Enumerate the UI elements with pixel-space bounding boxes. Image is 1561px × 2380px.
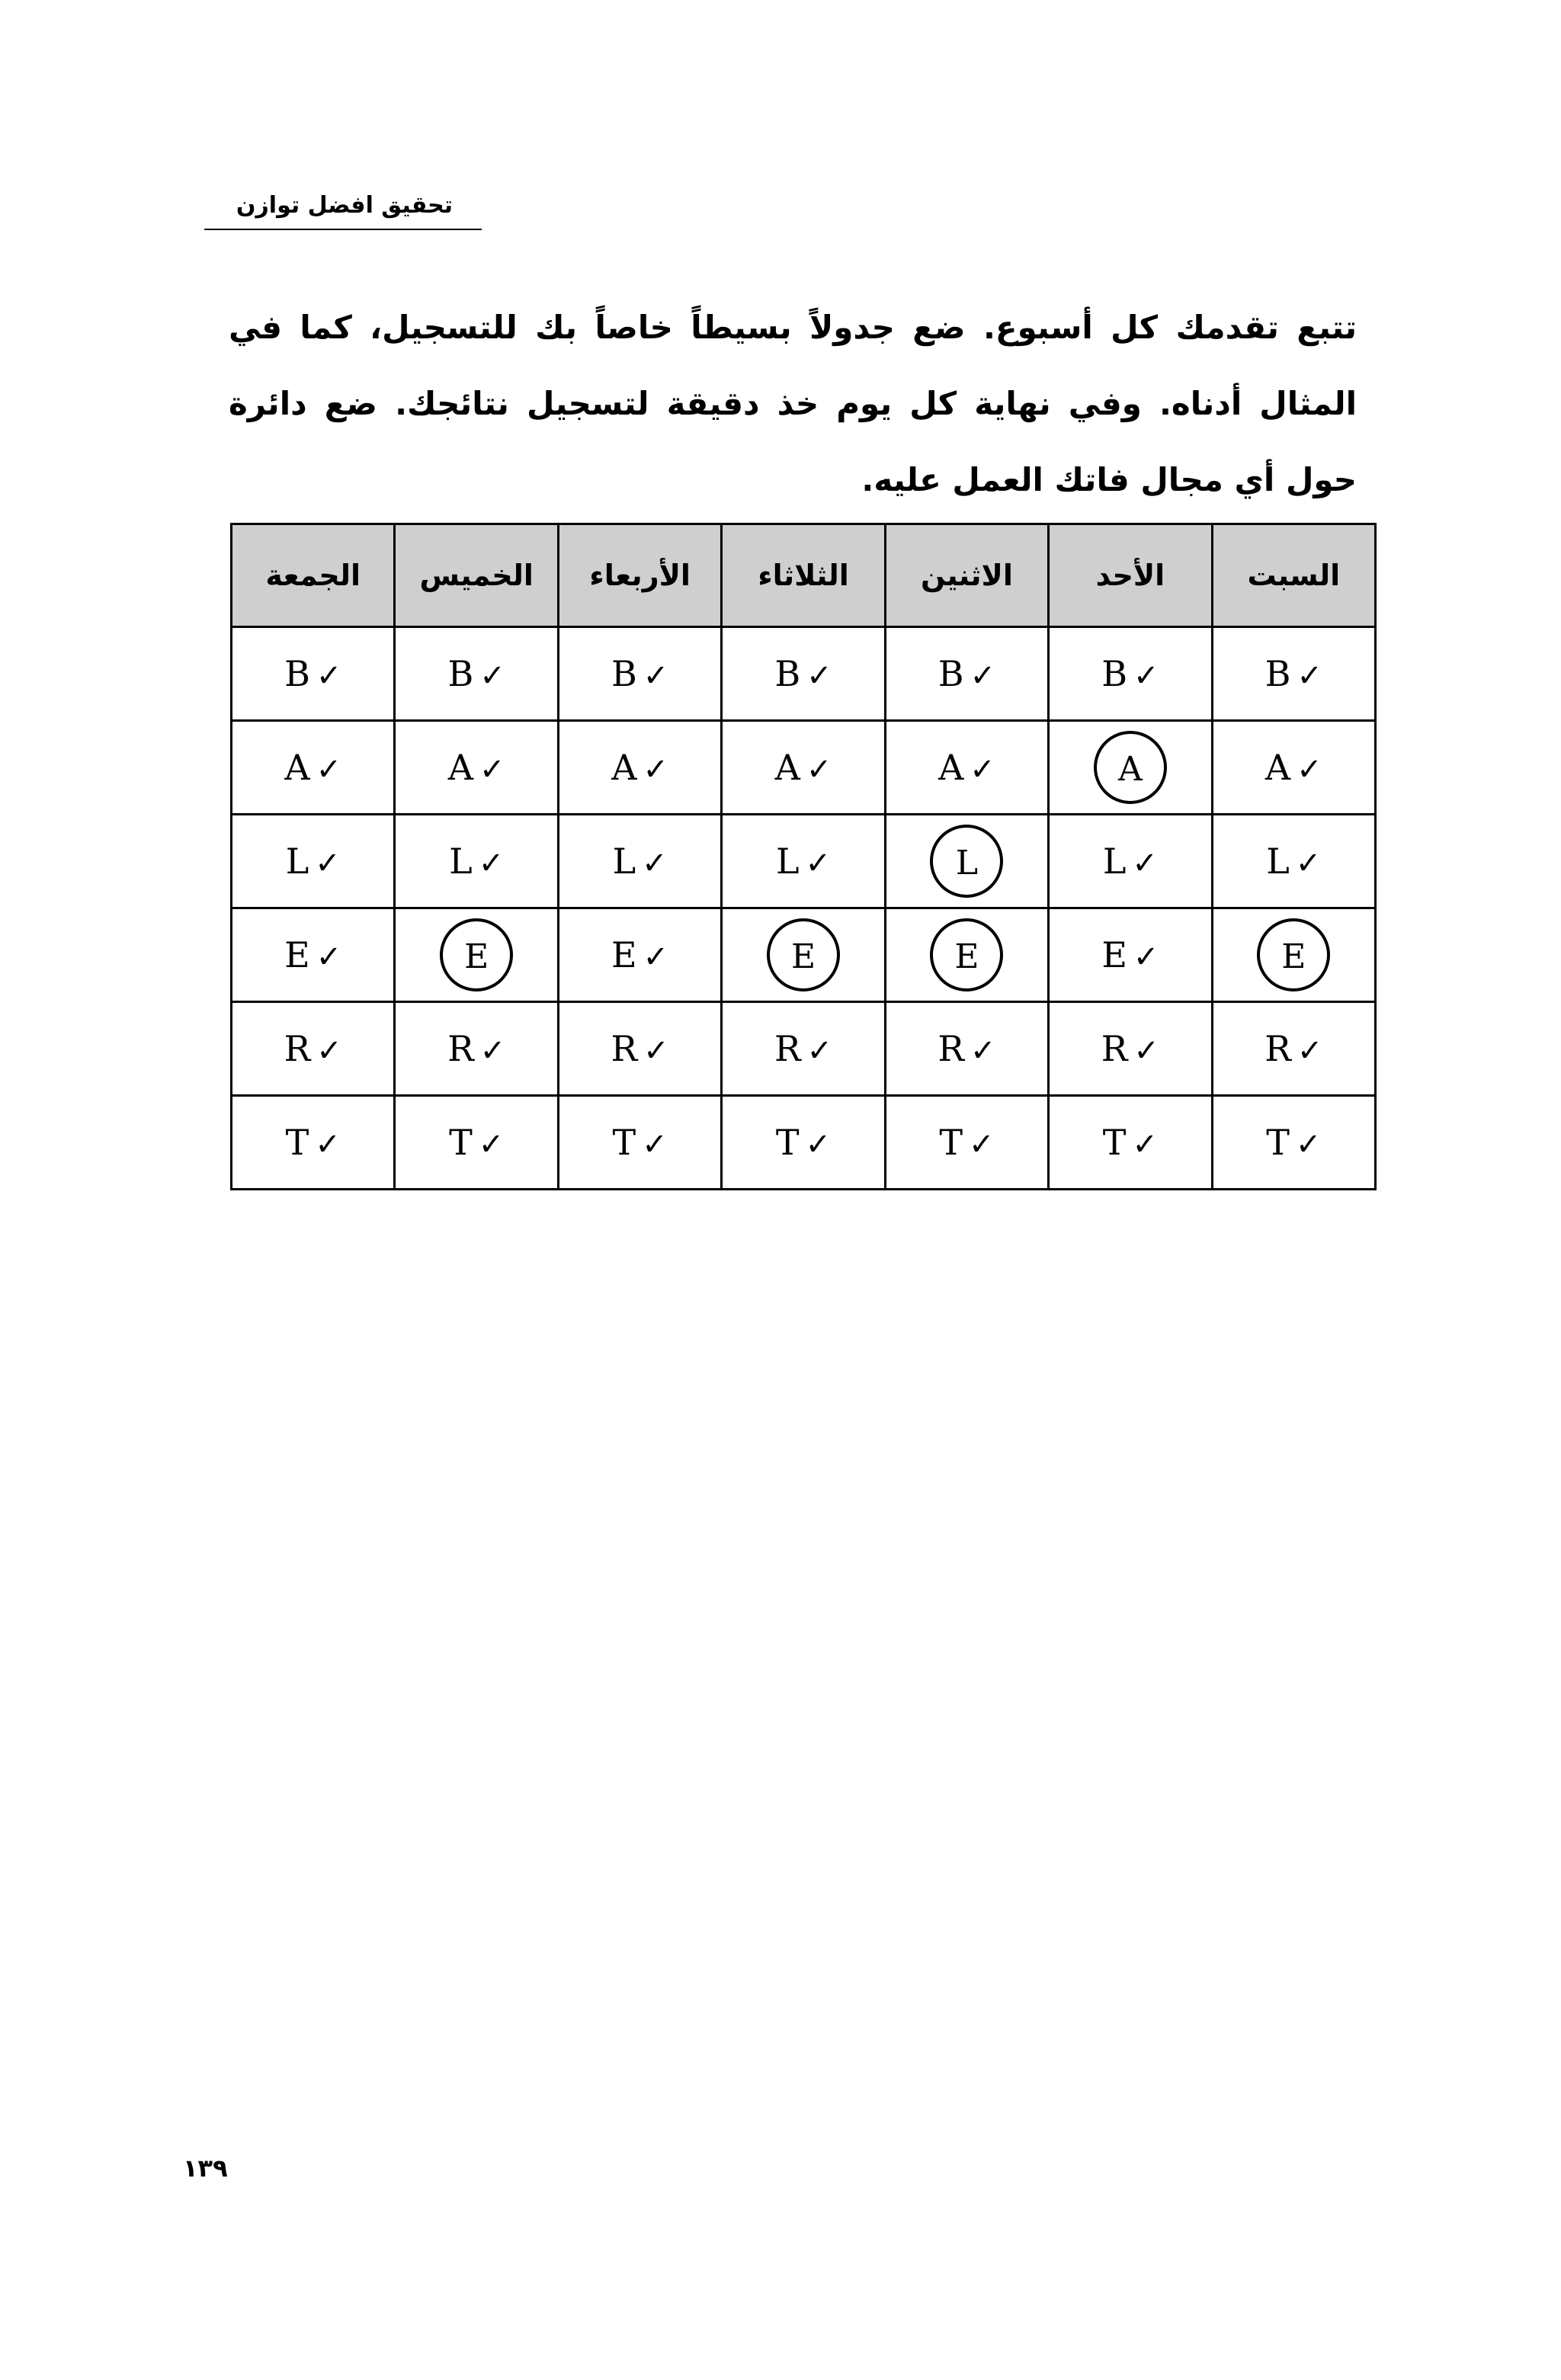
cell-letter: L [285,841,309,882]
checkmark-icon: ✓ [1133,940,1159,975]
checked-letter [1101,934,1159,975]
checked-letter [449,841,504,882]
checkmark-icon: ✓ [316,658,342,693]
table-cell [232,627,395,721]
table-cell [232,1002,395,1096]
table-cell [395,908,558,1002]
table-row [232,1096,1376,1190]
checked-letter [448,747,505,788]
cell-letter: B [447,653,474,694]
cell-letter: R [284,1028,311,1069]
table-cell [1212,815,1375,908]
circled-letter: E [1257,918,1330,991]
cell-letter: T [449,1122,473,1163]
checked-letter [1265,653,1322,694]
table-cell [1049,908,1212,1002]
checkmark-icon: ✓ [478,846,505,881]
cell-letter: R [447,1028,474,1069]
cell-letter: B [1101,653,1128,694]
checkmark-icon: ✓ [805,1127,832,1162]
checked-letter [284,934,341,975]
checkmark-icon: ✓ [643,752,668,787]
checked-letter [611,1028,669,1069]
checked-letter [449,1122,504,1163]
cell-letter: L [612,841,636,882]
checked-letter [284,653,341,694]
cell-letter: B [284,653,310,694]
checked-letter [1266,1122,1321,1163]
checked-letter [776,1122,831,1163]
checked-letter [1103,841,1158,882]
table-cell [558,908,721,1002]
checkmark-icon: ✓ [479,1033,506,1068]
cell-letter: A [284,747,310,788]
table-cell [722,627,885,721]
table-cell [1212,721,1375,815]
table-cell [558,815,721,908]
cell-letter: T [612,1122,636,1163]
table-cell [1049,815,1212,908]
cell-letter: T [939,1122,963,1163]
cell-letter: A [774,747,800,788]
checkmark-icon: ✓ [806,658,832,693]
circled-letter: A [1094,731,1167,804]
checked-letter [611,934,668,975]
day-header: الأربعاء [558,524,721,627]
checkmark-icon: ✓ [1297,752,1322,787]
checked-letter [284,1028,342,1069]
day-header: الجمعة [232,524,395,627]
table-row [232,721,1376,815]
table-cell [722,908,885,1002]
table-cell [1049,1002,1212,1096]
checkmark-icon: ✓ [479,658,505,693]
day-header: الاثنين [885,524,1048,627]
checked-letter [775,747,832,788]
tracking-table [230,523,1377,1190]
checkmark-icon: ✓ [805,846,832,881]
table-cell [885,908,1048,1002]
checked-letter [938,653,995,694]
checked-letter [1101,1028,1159,1069]
day-header: الثلاثاء [722,524,885,627]
cell-letter: A [1265,747,1291,788]
checked-letter [938,747,995,788]
checked-letter [611,653,668,694]
table-cell [395,627,558,721]
checkmark-icon: ✓ [806,752,832,787]
checkmark-icon: ✓ [642,1127,668,1162]
table-cell [232,721,395,815]
checkmark-icon: ✓ [970,658,996,693]
cell-letter: T [1102,1122,1127,1163]
table-row [232,908,1376,1002]
cell-letter: L [1266,841,1290,882]
cell-letter: E [284,934,310,975]
header-rule [204,229,482,230]
table-cell [558,1096,721,1190]
checked-letter [774,1028,832,1069]
checkmark-icon: ✓ [315,846,341,881]
cell-letter: R [1101,1028,1128,1069]
checkmark-icon: ✓ [315,1127,341,1162]
cell-letter: B [774,653,801,694]
circled-letter: E [930,918,1003,991]
checked-letter [939,1122,994,1163]
checkmark-icon: ✓ [1295,846,1322,881]
checkmark-icon: ✓ [806,1033,833,1068]
checkmark-icon: ✓ [1297,658,1322,693]
circled-letter: E [767,918,840,991]
checked-letter [776,841,831,882]
table-cell [722,815,885,908]
table-cell [395,721,558,815]
checkmark-icon: ✓ [1297,1033,1323,1068]
table-cell [558,721,721,815]
table-row [232,1002,1376,1096]
checked-letter [938,1028,995,1069]
tracking-table-body [232,627,1376,1190]
checkmark-icon: ✓ [969,1127,995,1162]
checkmark-icon: ✓ [316,752,342,787]
day-header: الأحد [1049,524,1212,627]
checkmark-icon: ✓ [478,1127,505,1162]
table-cell [885,721,1048,815]
table-cell [395,1002,558,1096]
table-cell [1049,627,1212,721]
table-cell [232,1096,395,1190]
checkmark-icon: ✓ [1132,846,1158,881]
intro-paragraph: تتبع تقدمك كل أسبوع. ضع جدولاً بسيطاً خاصاً بك للتسجيل، كما في المثال أدناه. وفي نهاية كل يوم خذ دقيقة لتسجيل نتائجك. ضع دائرة حول أي مجال فاتك العمل عليه. [229,309,1357,498]
circled-letter: E [440,918,513,991]
table-cell [558,627,721,721]
cell-letter: R [938,1028,964,1069]
checked-letter [1103,1122,1158,1163]
cell-letter: E [611,934,637,975]
table-cell [232,815,395,908]
checkmark-icon: ✓ [643,940,669,975]
cell-letter: R [611,1028,638,1069]
page-number: ١٣٩ [183,2154,228,2183]
cell-letter: R [774,1028,801,1069]
table-row [232,815,1376,908]
table-cell [885,1002,1048,1096]
table-cell [558,1002,721,1096]
checked-letter [448,653,505,694]
cell-letter: T [1266,1122,1290,1163]
checkmark-icon: ✓ [970,752,995,787]
table-cell [885,1096,1048,1190]
checked-letter [613,841,668,882]
checkmark-icon: ✓ [1133,658,1159,693]
checked-letter [774,653,832,694]
circled-letter: L [930,825,1003,898]
checked-letter [1265,1028,1322,1069]
day-header-row [232,524,1376,627]
table-row [232,627,1376,721]
checkmark-icon: ✓ [1133,1033,1159,1068]
cell-letter: L [775,841,800,882]
cell-letter: B [611,653,637,694]
cell-letter: R [1265,1028,1291,1069]
table-cell [885,627,1048,721]
table-cell [1212,627,1375,721]
checked-letter [284,747,341,788]
running-header: تحقيق افضل توازن [236,192,454,219]
table-cell [1049,721,1212,815]
cell-letter: L [1102,841,1127,882]
checked-letter [611,747,668,788]
table-cell [885,815,1048,908]
checkmark-icon: ✓ [643,1033,669,1068]
checkmark-icon: ✓ [970,1033,996,1068]
cell-letter: T [775,1122,800,1163]
checked-letter [447,1028,505,1069]
cell-letter: B [1265,653,1291,694]
cell-letter: E [1101,934,1127,975]
table-cell [722,1096,885,1190]
checked-letter [613,1122,668,1163]
checkmark-icon: ✓ [316,1033,342,1068]
table-cell [722,721,885,815]
table-cell [1212,908,1375,1002]
day-header: السبت [1212,524,1375,627]
cell-letter: L [449,841,473,882]
cell-letter: A [938,747,964,788]
table-cell [232,908,395,1002]
checkmark-icon: ✓ [1295,1127,1322,1162]
checked-letter [1266,841,1321,882]
checkmark-icon: ✓ [316,940,342,975]
table-cell [395,815,558,908]
checkmark-icon: ✓ [479,752,505,787]
cell-letter: A [447,747,474,788]
table-cell [722,1002,885,1096]
table-cell [1212,1096,1375,1190]
cell-letter: B [938,653,964,694]
checked-letter [286,1122,341,1163]
checkmark-icon: ✓ [1132,1127,1158,1162]
checkmark-icon: ✓ [643,658,669,693]
day-header: الخميس [395,524,558,627]
checked-letter [1265,747,1322,788]
checked-letter [286,841,341,882]
checked-letter [1101,653,1159,694]
table-cell [395,1096,558,1190]
table-cell [1049,1096,1212,1190]
checkmark-icon: ✓ [642,846,668,881]
cell-letter: A [611,747,637,788]
table-cell [1212,1002,1375,1096]
cell-letter: T [285,1122,309,1163]
